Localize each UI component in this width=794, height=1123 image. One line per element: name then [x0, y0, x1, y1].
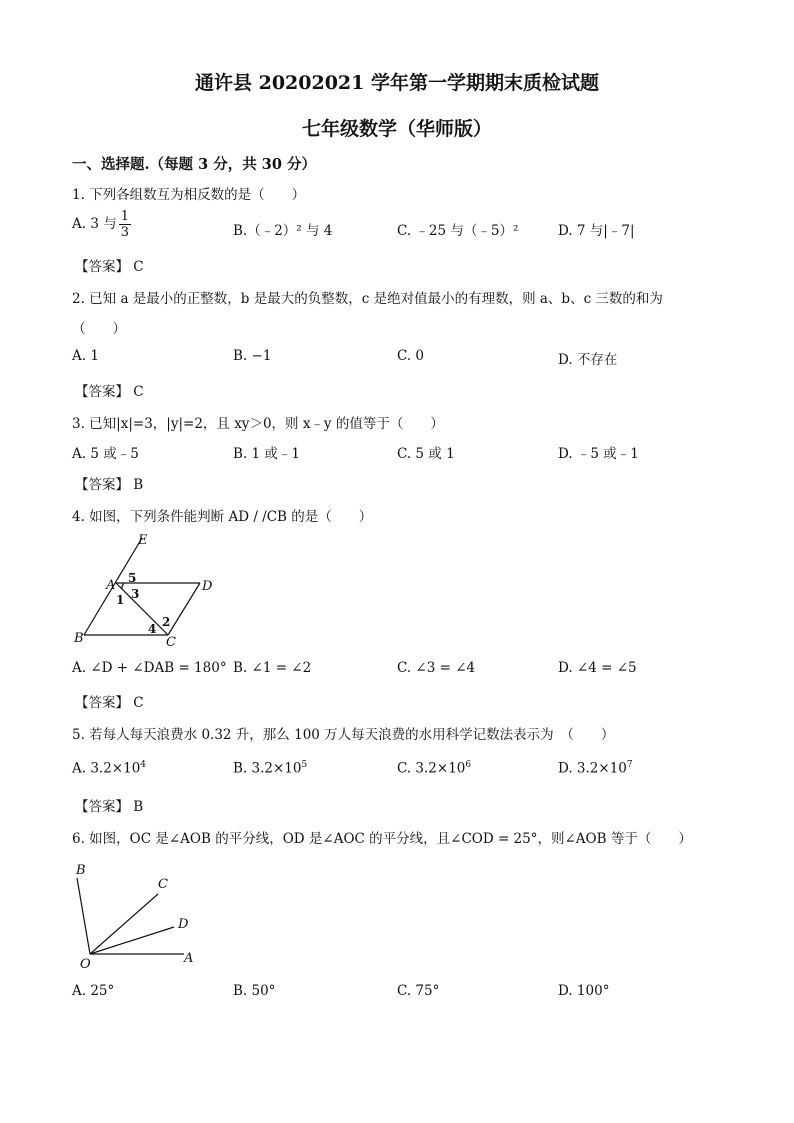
label-c: C [166, 635, 176, 650]
label-c: C [158, 877, 168, 892]
question-6-option-c: C. 75° [397, 983, 440, 999]
label-angle-4: 4 [148, 622, 157, 636]
question-5-option-a [72, 760, 146, 777]
line-ac [116, 583, 171, 635]
question-6-option-a: A. 25° [72, 983, 115, 999]
answer-tag: 【答案】 [75, 799, 129, 815]
question-4-answer [75, 691, 144, 711]
option-base: A. 3.2×10 [72, 760, 141, 777]
exam-subtitle: 七年级数学（华师版） [301, 118, 492, 140]
question-4-option-c: C. ∠3 = ∠4 [397, 660, 476, 676]
answer-tag: 【答案】 [75, 695, 129, 711]
label-angle-2: 2 [162, 615, 171, 629]
option-base: C. 3.2×10 [397, 760, 466, 777]
answer-value: B [133, 799, 144, 815]
question-4-option-b: B. ∠1 = ∠2 [233, 660, 312, 676]
question-5-option-d [558, 760, 633, 777]
label-b: B [74, 631, 84, 646]
label-a: A [106, 578, 116, 593]
question-1-option-b: B.（﹣2）² 与 4 [233, 223, 333, 239]
answer-tag: 【答案】 [75, 384, 129, 400]
label-d: D [178, 917, 189, 932]
question-3-option-c: C. 5 或 1 [397, 446, 455, 462]
option-exponent: 4 [140, 760, 147, 770]
ray-oc [90, 894, 158, 954]
question-3-option-a: A. 5 或﹣5 [72, 446, 139, 462]
label-o: O [80, 957, 91, 970]
option-exponent: 7 [626, 760, 633, 770]
answer-value: C [133, 695, 144, 711]
question-3-answer [75, 473, 143, 493]
fraction-denominator: 3 [120, 225, 129, 240]
label-angle-1: 1 [116, 593, 125, 607]
question-5-answer [75, 795, 143, 815]
answer-value: C [133, 259, 144, 275]
exam-title: 通许县 20202021 学年第一学期期末质检试题 [195, 72, 599, 94]
fraction-one-third [119, 210, 131, 239]
option-base: B. 3.2×10 [233, 760, 302, 777]
question-5-option-c [397, 760, 471, 777]
question-2-option-d: D. 不存在 [558, 352, 618, 368]
question-4-option-d: D. ∠4 = ∠5 [558, 660, 637, 676]
option-exponent: 5 [301, 760, 308, 770]
section-heading: 一、选择题.（每题 3 分，共 30 分） [72, 156, 317, 173]
fraction-numerator: 1 [120, 209, 129, 224]
question-1-stem: 1. 下列各组数互为相反数的是（ ） [72, 187, 306, 203]
question-2-option-b: B. −1 [233, 348, 272, 364]
question-6-option-d: D. 100° [558, 983, 610, 999]
answer-value: C [133, 384, 144, 400]
label-a: A [184, 951, 194, 966]
question-6-stem: 6. 如图，OC 是∠AOB 的平分线，OD 是∠AOC 的平分线，且∠COD = 25°，则∠AOB 等于（ ） [72, 831, 692, 847]
option-exponent: 6 [465, 760, 472, 770]
angle-arc [122, 583, 124, 589]
question-2-stem: 2. 已知 a 是最小的正整数，b 是最大的负整数，c 是绝对值最小的有理数，则 a、b、c 三数的和为 [72, 291, 663, 307]
question-4-figure [70, 530, 240, 655]
question-3-option-b: B. 1 或﹣1 [233, 446, 300, 462]
answer-value: B [133, 477, 144, 493]
question-1-option-a-text: A. 3 与 [72, 216, 117, 232]
label-e: E [138, 533, 148, 548]
answer-tag: 【答案】 [75, 259, 129, 275]
question-1-answer [75, 255, 144, 275]
question-2-option-c: C. 0 [397, 348, 425, 364]
question-3-stem: 3. 已知|x|=3，|y|=2，且 xy＞0，则 x﹣y 的值等于（ ） [72, 416, 444, 432]
question-2-option-a: A. 1 [72, 348, 99, 364]
ray-ob [77, 878, 90, 954]
label-angle-5: 5 [128, 571, 137, 585]
question-4-stem: 4. 如图，下列条件能判断 AD / /CB 的是（ ） [72, 509, 373, 525]
question-2-stem-cont: （ ） [72, 321, 126, 337]
option-base: D. 3.2×10 [558, 760, 627, 777]
label-d: D [202, 579, 213, 594]
question-5-option-b [233, 760, 307, 777]
answer-tag: 【答案】 [75, 477, 129, 493]
question-1-option-c: C. ﹣25 与（﹣5）² [397, 223, 519, 239]
question-3-option-d: D. ﹣5 或﹣1 [558, 446, 639, 462]
question-2-answer [75, 380, 144, 400]
question-6-option-b: B. 50° [233, 983, 276, 999]
question-5-stem: 5. 若每人每天浪费水 0.32 升，那么 100 万人每天浪费的水用科学记数法表示为 （ ） [72, 727, 615, 743]
ray-od [90, 927, 174, 954]
label-b: B [76, 863, 86, 878]
line-dc [168, 583, 200, 635]
label-angle-3: 3 [131, 587, 140, 601]
question-6-figure [72, 858, 212, 970]
question-4-option-a: A. ∠D + ∠DAB = 180° [72, 660, 227, 676]
question-1-option-d: D. 7 与|﹣7| [558, 223, 635, 239]
question-1-option-a [72, 210, 131, 239]
